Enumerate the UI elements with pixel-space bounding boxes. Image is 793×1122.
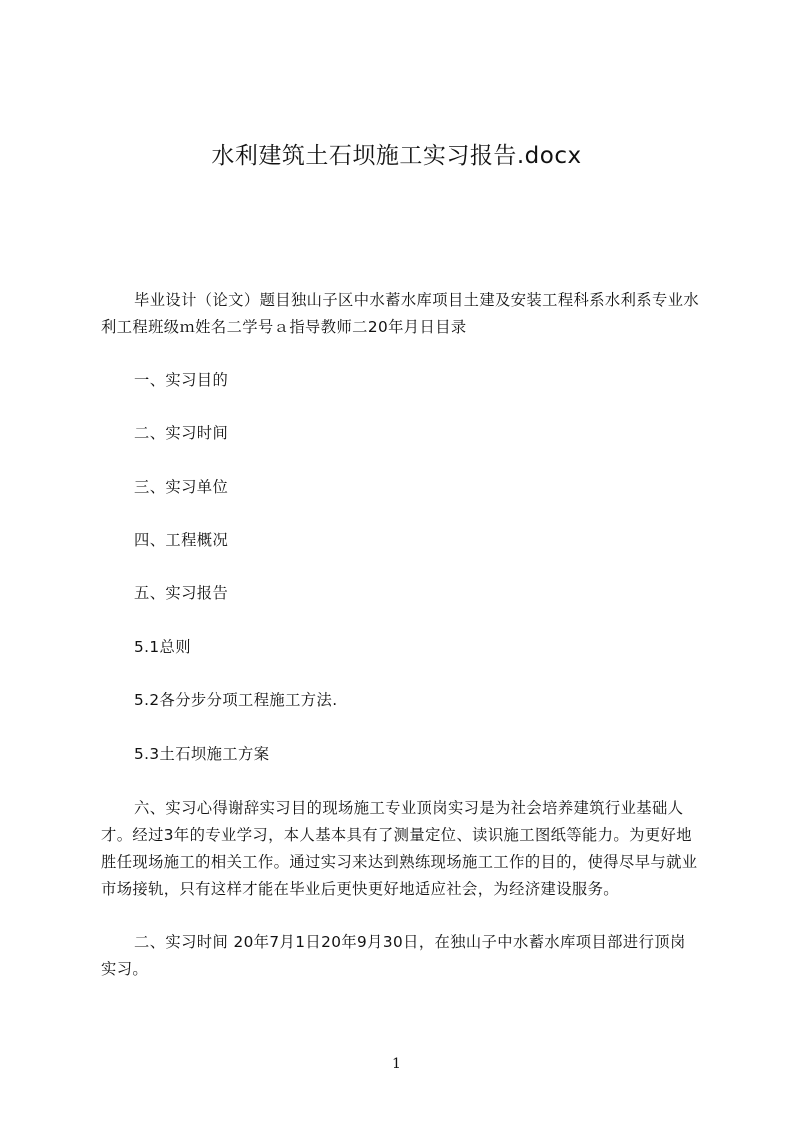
toc-item-5: 五、实习报告 bbox=[134, 584, 229, 602]
toc-item-7: 5.2各分步分项工程施工方法. bbox=[134, 691, 338, 709]
toc-item-1: 一、实习目的 bbox=[134, 371, 229, 389]
toc-item-6: 5.1总则 bbox=[134, 638, 191, 656]
section-six-paragraph: 六、实习心得谢辞实习目的现场施工专业顶岗实习是为社会培养建筑行业基础人才。经过3年的专业学习，本人基本具有了测量定位、读识施工图纸等能力。为更好地胜任现场施工的相关工作。通过实习来达到熟练现场施工工作的目的，使得尽早与就业市场接轨，只有这样才能在毕业后更快更好地适应社会，为经济建设服务。 bbox=[101, 799, 698, 898]
toc-item-3: 三、实习单位 bbox=[134, 478, 229, 496]
toc-item-2: 二、实习时间 bbox=[134, 424, 229, 442]
document-title: 水利建筑土石坝施工实习报告.docx bbox=[211, 143, 582, 169]
section-two-paragraph: 二、实习时间 20年7月1日20年9月30日，在独山子中水蓄水库项目部进行顶岗实习。 bbox=[101, 933, 686, 978]
page-number: 1 bbox=[392, 1056, 401, 1072]
intro-paragraph: 毕业设计（论文）题目独山子区中水蓄水库项目土建及安装工程科系水利系专业水利工程班级ｍ姓名二学号ａ指导教师二20年月日目录 bbox=[101, 291, 700, 336]
toc-item-8: 5.3土石坝施工方案 bbox=[134, 745, 270, 763]
toc-item-4: 四、工程概况 bbox=[134, 531, 229, 549]
